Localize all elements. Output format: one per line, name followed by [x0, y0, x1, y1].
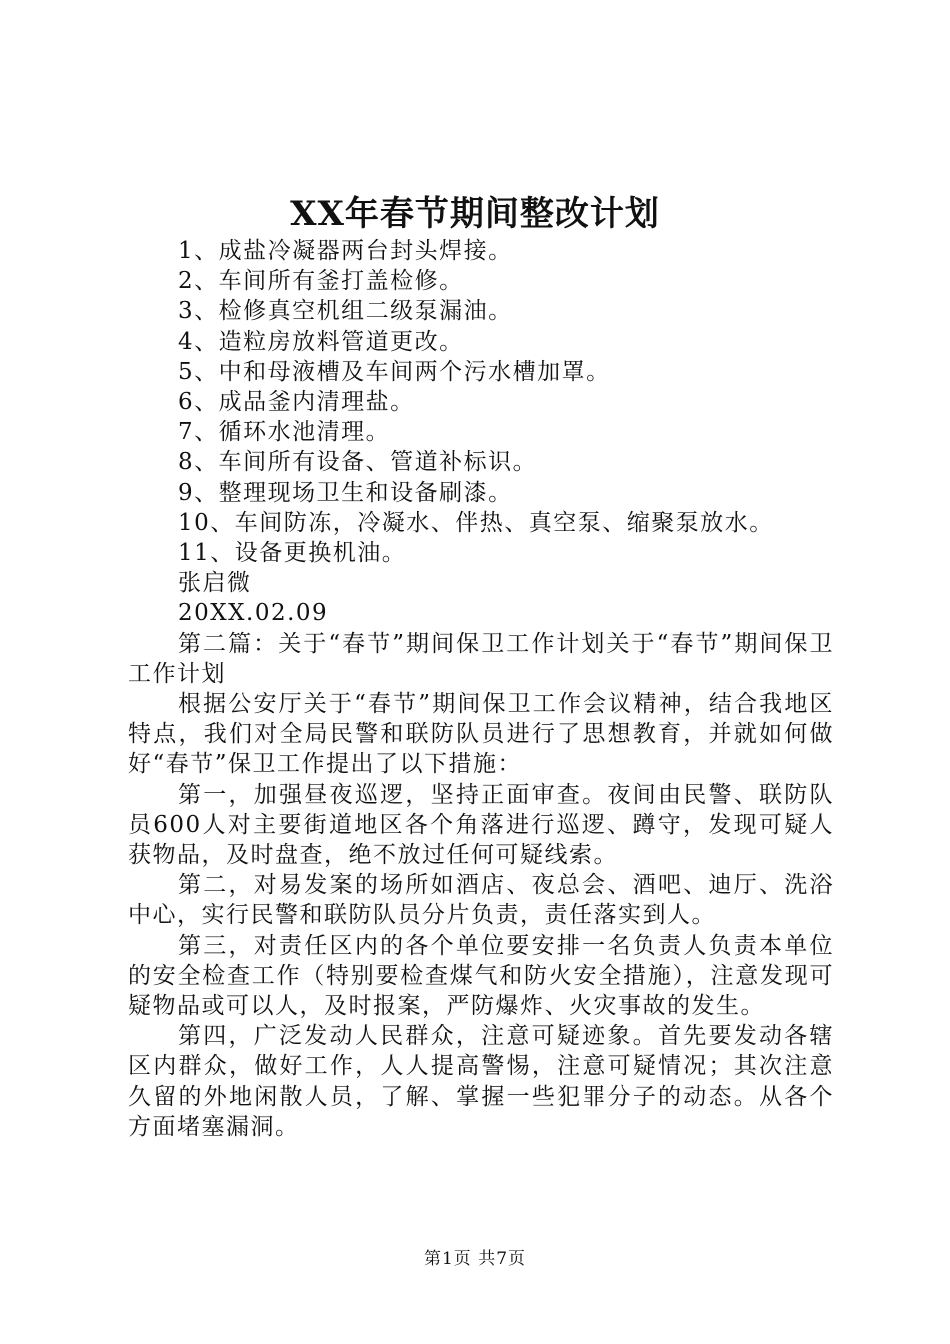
list-item: 10、车间防冻，冷凝水、伴热、真空泵、缩聚泵放水。 [178, 509, 774, 536]
document-body [128, 236, 834, 1142]
section-heading: 第二篇：关于“春节”期间保卫工作计划关于“春节”期间保卫工作计划 [128, 630, 834, 687]
document-title: XX年春节期间整改计划 [290, 194, 660, 234]
list-item: 1、成盐冷凝器两台封头焊接。 [178, 238, 513, 264]
list-item: 3、检修真空机组二级泵漏油。 [178, 298, 513, 325]
body-paragraph: 第四，广泛发动人民群众，注意可疑迹象。首先要发动各辖区内群众，做好工作，人人提高警惕，注意可疑情况；其次注意久留的外地闲散人员，了解、掌握一些犯罪分子的动态。从各个方面堵塞漏洞。 [128, 1023, 834, 1140]
list-item: 2、车间所有釜打盖检修。 [178, 268, 464, 295]
document-date: 20XX.02.09 [178, 600, 329, 627]
list-item: 8、车间所有设备、管道补标识。 [178, 449, 538, 476]
body-paragraph: 第二，对易发案的场所如酒店、夜总会、酒吧、迪厅、洗浴中心，实行民警和联防队员分片负责，责任落实到人。 [128, 872, 834, 929]
body-paragraph: 第三，对责任区内的各个单位要安排一名负责人负责本单位的安全检查工作（特别要检查煤气和防火安全措施），注意发现可疑物品或可以人，及时报案，严防爆炸、火灾事故的发生。 [128, 932, 834, 1020]
list-item: 4、造粒房放料管道更改。 [178, 328, 464, 355]
page-number-footer: 第1页 共7页 [423, 1249, 527, 1269]
list-item: 6、成品釜内清理盐。 [178, 389, 415, 416]
body-paragraph: 第一，加强昼夜巡逻，坚持正面审查。夜间由民警、联防队员600人对主要街道地区各个角落进行巡逻、蹲守，发现可疑人获物品，及时盘查，绝不放过任何可疑线索。 [128, 781, 834, 869]
list-item: 9、整理现场卫生和设备刷漆。 [178, 479, 513, 506]
list-item: 5、中和母液槽及车间两个污水槽加罩。 [178, 358, 611, 385]
author-name: 张启微 [178, 570, 252, 597]
body-paragraph: 根据公安厅关于“春节”期间保卫工作会议精神，结合我地区特点，我们对全局民警和联防队员进行了思想教育，并就如何做好“春节”保卫工作提出了以下措施： [128, 691, 834, 778]
list-item: 11、设备更换机油。 [178, 540, 407, 567]
list-item: 7、循环水池清理。 [178, 419, 391, 446]
